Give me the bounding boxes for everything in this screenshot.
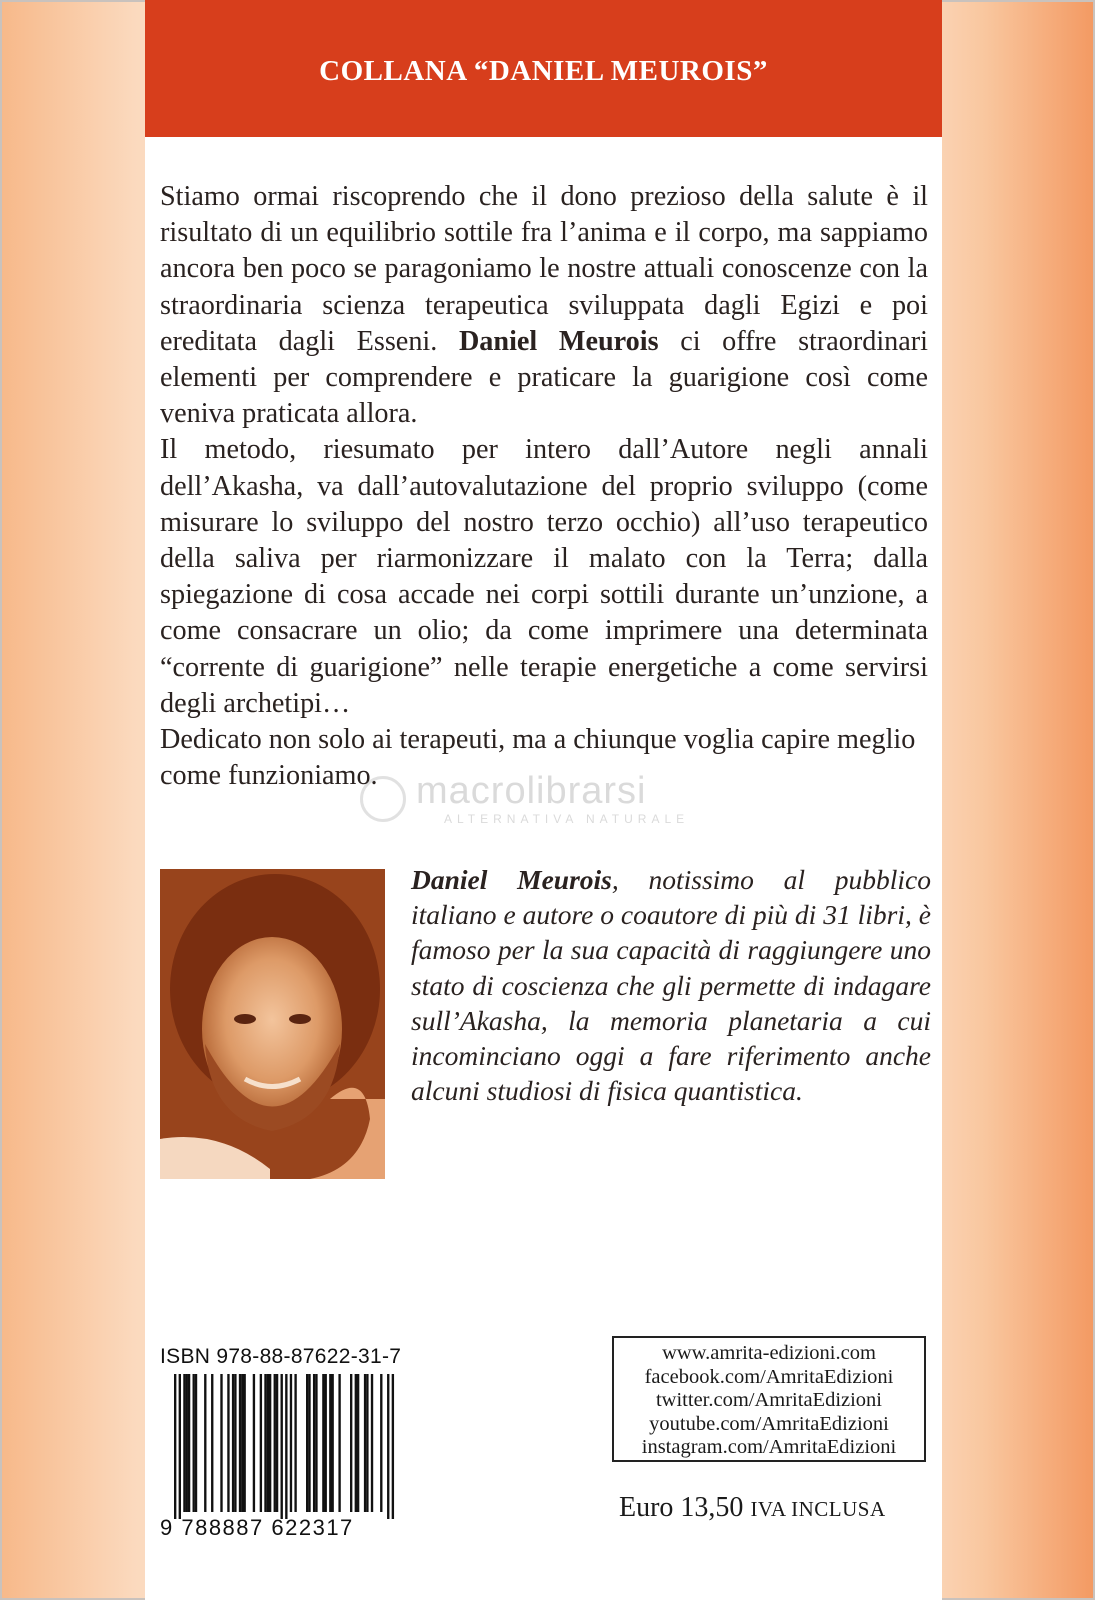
barcode-bar: [294, 1374, 296, 1512]
series-title: COLLANA “DANIEL MEUROIS”: [319, 55, 768, 87]
barcode-bar: [364, 1374, 366, 1512]
watermark-name: macrolibrarsi: [416, 770, 647, 812]
watermark: [360, 770, 760, 830]
barcode-bar: [195, 1374, 197, 1512]
author-bio-text: , notissimo al pubblico italiano e autore o coautore di più di 31 libri, è famoso per la sua capacità di raggiungere uno stato di coscienza che gli permette di indagare sull’Akasha, la memoria planetaria a cui incominciano oggi a fare riferimento anche alcuni studiosi di fisica quantistica.: [411, 864, 932, 1107]
blurb-author-name: Daniel Meurois: [458, 325, 659, 357]
barcode-bar: [264, 1374, 266, 1512]
barcode-bar: [325, 1374, 327, 1512]
price-tax-note: IVA INCLUSA: [750, 1497, 886, 1521]
barcode-bar: [350, 1374, 352, 1512]
price: [619, 1492, 886, 1524]
barcode-bar: [285, 1374, 287, 1519]
blurb-part-2: ci offre straordinari elementi per comprendere e praticare la guarigione così come veniva praticata allora.: [160, 325, 928, 430]
instagram-link[interactable]: instagram.com/AmritaEdizioni: [641, 1436, 897, 1459]
barcode-bar: [281, 1374, 283, 1519]
isbn-barcode: [160, 1374, 400, 1519]
barcode-bar: [188, 1374, 190, 1512]
barcode-bar: [322, 1374, 324, 1512]
barcode-bar: [380, 1374, 382, 1512]
barcode-digits: 9 788887 622317: [160, 1515, 354, 1540]
barcode-bar: [239, 1374, 241, 1512]
author-name: Daniel Meurois: [411, 864, 612, 895]
barcode-bar: [313, 1374, 315, 1512]
youtube-link[interactable]: youtube.com/AmritaEdizioni: [649, 1412, 889, 1435]
watermark-logo-icon: [360, 776, 406, 822]
blurb-part-1: Stiamo ormai riscoprendo che il dono prezioso della salute è il risultato di un equilibrio sottile fra l’anima e il corpo, ma sappiamo ancora ben poco se paragoniamo le nostre attuali conoscenze con la straordinaria scienza terapeutica sviluppata dagli Egizi e poi ereditata dagli Esseni.: [160, 181, 928, 357]
publisher-links-box: [612, 1336, 926, 1462]
barcode-bar: [232, 1374, 234, 1512]
barcode-bar: [183, 1374, 185, 1512]
barcode-bar: [220, 1374, 222, 1512]
facebook-link[interactable]: facebook.com/AmritaEdizioni: [644, 1365, 894, 1388]
barcode-bar: [234, 1374, 236, 1512]
barcode-bar: [276, 1374, 278, 1512]
barcode-bar: [355, 1374, 357, 1512]
barcode-bar: [357, 1374, 359, 1512]
author-portrait-icon: [160, 869, 385, 1179]
barcode-bar: [267, 1374, 269, 1512]
barcode-bar: [371, 1374, 373, 1512]
blurb-paragraph-2: Il metodo, riesumato per intero dall’Autore negli annali dell’Akasha, va dall’autovalutazione del proprio sviluppo (come misurare lo sviluppo del nostro terzo occhio) all’uso terapeutico della saliva per riarmonizzare il malato con la Terra; dalla spiegazione di cosa accade nei corpi sottili durante un’unzione, a come consacrare un olio; da come imprimere una determinata “corrente di guarigione” nelle terapie energetiche a come servirsi degli archetipi…: [160, 434, 928, 719]
twitter-link[interactable]: twitter.com/AmritaEdizioni: [655, 1389, 883, 1412]
barcode-bar: [392, 1374, 394, 1519]
barcode-bar: [274, 1374, 276, 1512]
author-photo: [160, 869, 385, 1179]
isbn-label: ISBN 978-88-87622-31-7: [160, 1345, 402, 1368]
price-amount: Euro 13,50: [619, 1492, 744, 1523]
barcode-bar: [193, 1374, 195, 1512]
watermark-tagline: ALTERNATIVA NATURALE: [444, 812, 690, 826]
barcode-bar: [186, 1374, 188, 1512]
barcode-bar: [338, 1374, 340, 1512]
author-bio: [411, 862, 931, 1108]
blurb-paragraph-1: [160, 179, 928, 432]
website-link[interactable]: www.amrita-edizioni.com: [662, 1342, 876, 1364]
barcode-bar: [306, 1374, 308, 1512]
barcode-bar: [260, 1374, 262, 1512]
barcode-bar: [315, 1374, 317, 1512]
barcode-bar: [329, 1374, 331, 1512]
barcode-bar: [308, 1374, 310, 1512]
barcode-bar: [366, 1374, 368, 1512]
blurb-text: [160, 179, 928, 794]
series-header-band: [145, 0, 942, 137]
barcode-bar: [243, 1374, 245, 1512]
barcode-bar: [179, 1374, 181, 1519]
barcode-bar: [290, 1374, 292, 1512]
barcode-bar: [331, 1374, 333, 1512]
barcode-bar: [253, 1374, 255, 1512]
barcode-bar: [227, 1374, 229, 1512]
barcode-bar: [387, 1374, 389, 1519]
blurb-paragraph-3: Dedicato non solo ai terapeuti, ma a chiunque voglia capire meglio come funzioniamo.: [160, 724, 916, 792]
barcode-bar: [211, 1374, 213, 1512]
barcode-bar: [204, 1374, 206, 1512]
barcode-bar: [269, 1374, 271, 1512]
barcode-bar: [174, 1374, 176, 1519]
barcode-bar: [241, 1374, 243, 1512]
